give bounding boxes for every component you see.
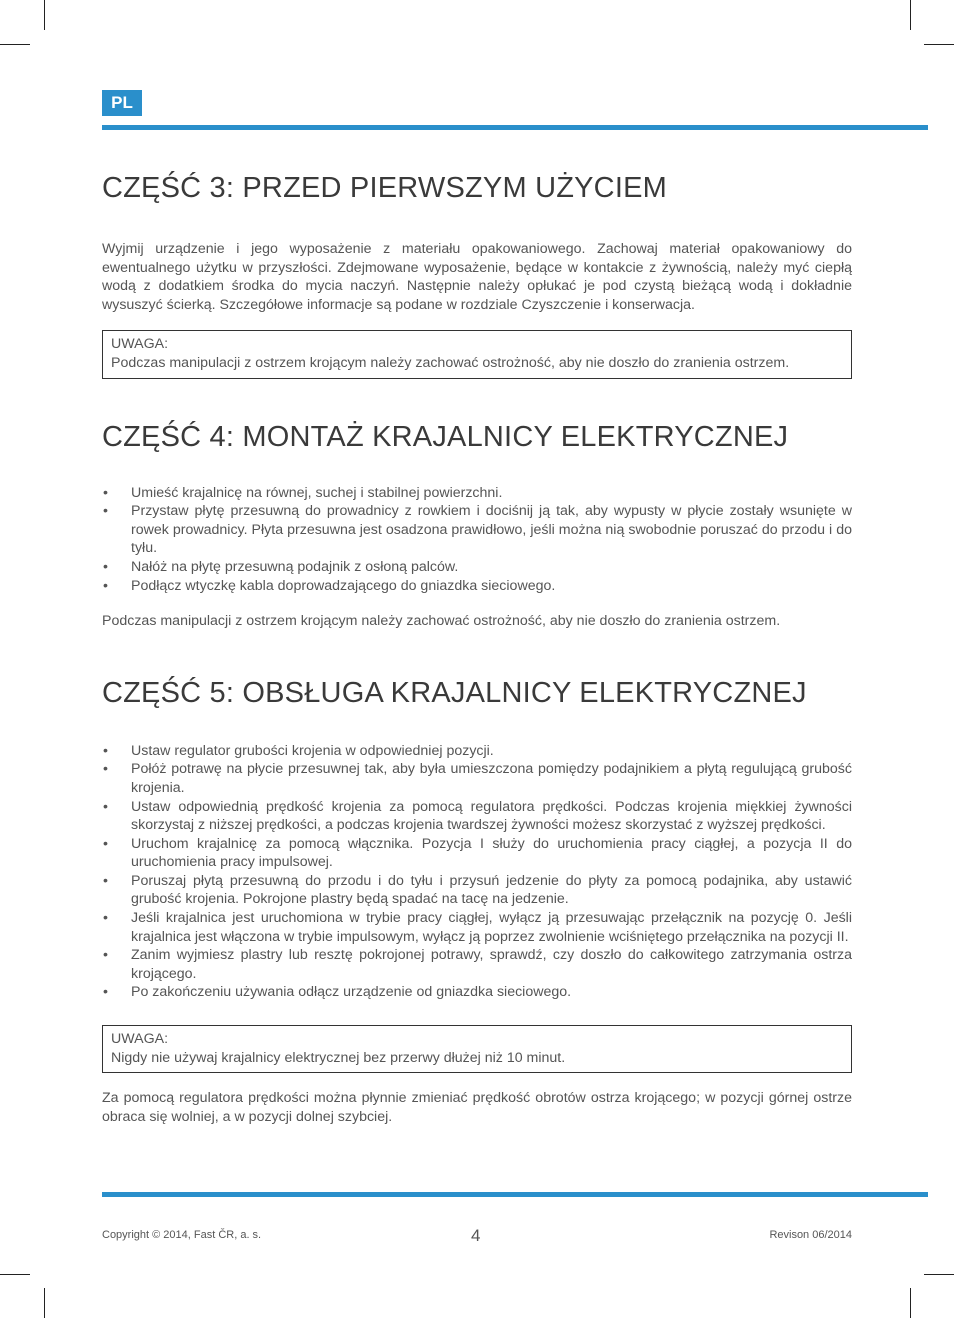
page-number: 4 <box>471 1226 481 1245</box>
language-badge: PL <box>102 90 142 116</box>
section-5-note <box>102 1025 852 1073</box>
note-label: UWAGA: <box>111 1031 169 1048</box>
list-item: • Umieść krajalnicę na równej, suchej i stabilnej powierzchni. <box>103 484 503 501</box>
crop-mark <box>0 1274 30 1275</box>
crop-mark <box>910 1288 911 1318</box>
section-4-list <box>102 484 852 596</box>
list-item: • Nałóż na płytę przesuwną podajnik z osłoną palców. <box>103 558 459 575</box>
footer-rule <box>102 1192 928 1197</box>
section-3-title: CZĘŚĆ 3: PRZED PIERWSZYM UŻYCIEM <box>102 172 667 204</box>
list-item: • Ustaw regulator grubości krojenia w odpowiedniej pozycji. <box>103 742 494 759</box>
note-text: Podczas manipulacji z ostrzem krojącym należy zachować ostrożność, aby nie doszło do zranienia ostrzem. <box>111 354 790 371</box>
crop-mark <box>44 1288 45 1318</box>
section-3-body: Wyjmij urządzenie i jego wyposażenie z materiału opakowaniowego. Zachowaj materiał opakowaniowy do ewentualnego użytku w przyszłości. Zdejmowane wyposażenie, będące w kontakcie z żywnością, należy myć ciepłą wodą z dodatkiem środka do mycia naczyń. Następnie należy opłukać je pod czystą bieżącą wodą i dokładnie wysuszyć ścierką. Szczegółowe informacje są podane w rozdziale Czyszczenie i konserwacja. <box>102 241 852 313</box>
section-5-footer-text: Za pomocą regulatora prędkości można płynnie zmieniać prędkość obrotów ostrza krojącego; w pozycji górnej ostrze obraca się wolniej, a w pozycji dolnej szybciej. <box>102 1090 852 1125</box>
list-item: • Uruchom krajalnicę za pomocą włącznika. Pozycja I służy do uruchomienia pracy ciągłej, a pozycja II do uruchomienia pracy impulsowej. <box>103 835 852 871</box>
revision: Revison 06/2014 <box>769 1229 852 1241</box>
list-item: • Po zakończeniu używania odłącz urządzenie od gniazdka sieciowego. <box>103 984 572 1001</box>
list-item: • Ustaw odpowiednią prędkość krojenia za pomocą regulatora prędkości. Podczas krojenia miękkiej żywności skorzystaj z niższej prędkości, a podczas krojenia twardszej żywności możesz skorzystać z wyższej prędkości. <box>103 798 852 834</box>
note-text: Nigdy nie używaj krajalnicy elektrycznej bez przerwy dłużej niż 10 minut. <box>111 1049 566 1066</box>
copyright: Copyright © 2014, Fast ČR, a. s. <box>102 1229 262 1241</box>
list-item: • Zanim wyjmiesz plastry lub resztę pokrojonej potrawy, sprawdź, czy doszło do całkowitego zatrzymania ostrza krojącego. <box>103 947 852 982</box>
crop-mark <box>924 44 954 45</box>
section-4-title: CZĘŚĆ 4: MONTAŻ KRAJALNICY ELEKTRYCZNEJ <box>102 420 789 453</box>
section-4-footer-text: Podczas manipulacji z ostrzem krojącym należy zachować ostrożność, aby nie doszło do zranienia ostrzem. <box>102 613 781 630</box>
list-item: • Połóż potrawę na płycie przesuwnej tak, aby była umieszczona pomiędzy podajnikiem a płytą regulującą grubość krojenia. <box>103 761 852 796</box>
list-item: • Podłącz wtyczkę kabla doprowadzającego do gniazdka sieciowego. <box>103 577 556 594</box>
list-item: • Poruszaj płytą przesuwną do przodu i do tyłu i przysuń jedzenie do płyty za pomocą podajnika, aby ustawić grubość krojenia. Pokrojone plastry będą spadać na tacę na jedzenie. <box>103 872 852 908</box>
list-item: • Przystaw płytę przesuwną do prowadnicy z rowkiem i dociśnij ją tak, aby wypusty w płycie zostały wsunięte w rowek prowadnicy. Płyta przesuwna jest osadzona prawidłowo, jeśli można nią swobodnie poruszać do przodu i do tyłu. <box>103 503 852 557</box>
section-3-note <box>102 330 852 378</box>
header-rule <box>102 125 928 130</box>
crop-mark <box>924 1274 954 1275</box>
crop-mark <box>0 44 30 45</box>
crop-mark <box>44 0 45 30</box>
section-5-list <box>102 742 852 1002</box>
list-item: • Jeśli krajalnica jest uruchomiona w trybie pracy ciągłej, wyłącz ją przesuwając przełącznik na pozycję 0. Jeśli krajalnica jest włączona w trybie impulsowym, wyłącz ją poprzez zwolnienie wciśniętego przełącznika na pozycji II. <box>103 910 852 945</box>
crop-mark <box>910 0 911 30</box>
section-5-title: CZĘŚĆ 5: OBSŁUGA KRAJALNICY ELEKTRYCZNEJ <box>102 676 807 709</box>
note-label: UWAGA: <box>111 336 169 353</box>
page-content <box>102 168 852 1126</box>
